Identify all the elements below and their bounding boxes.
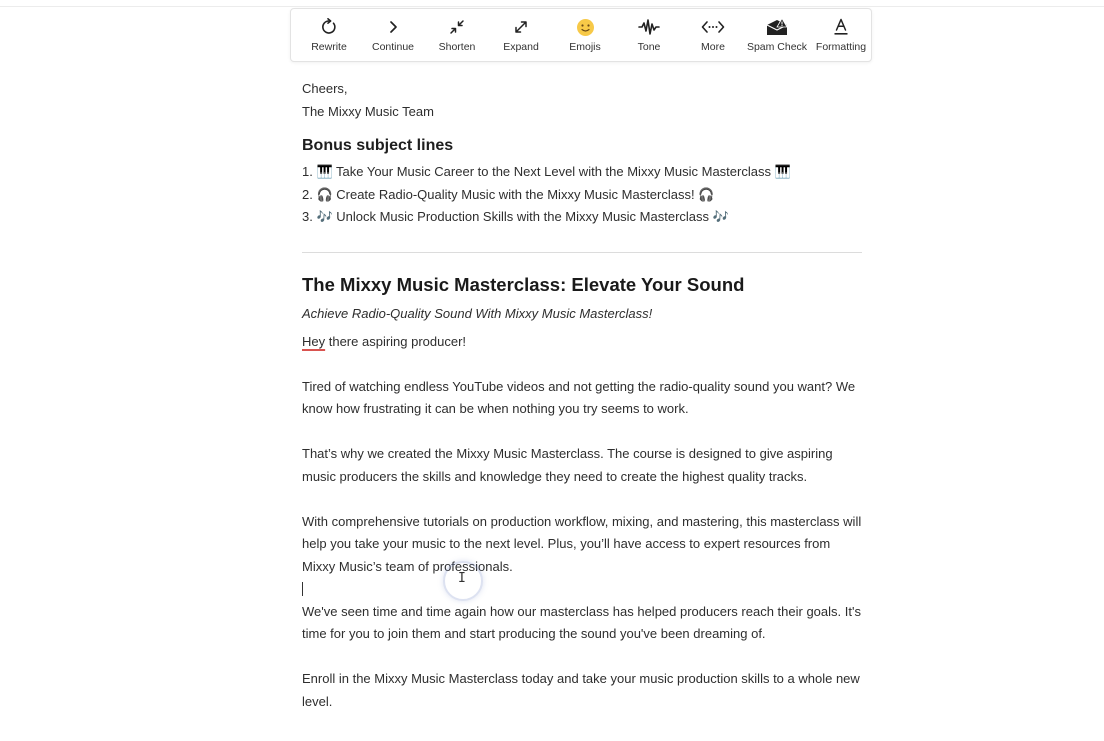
tone-label: Tone: [637, 41, 661, 53]
email-title: The Mixxy Music Masterclass: Elevate Your Sound: [302, 273, 745, 295]
greeting-line: [302, 331, 862, 354]
emojis-label: Emojis: [569, 41, 601, 53]
body-paragraph-1: Tired of watching endless YouTube videos and not getting the radio-quality sound you want? We know how frustrating it can be when nothing you try seems to work.: [302, 378, 856, 416]
signature-text: The Mixxy Music Team: [302, 103, 434, 119]
continue-button[interactable]: [361, 9, 425, 61]
body-paragraph-5: Enroll in the Mixxy Music Masterclass today and take your music production skills to a whole new level.: [302, 671, 860, 709]
signoff-text: Cheers,: [302, 81, 348, 96]
bonus-subject-heading: Bonus subject lines: [302, 137, 454, 154]
smiley-icon: [576, 17, 595, 37]
text-format-icon: [832, 17, 850, 37]
rewrite-icon: [320, 17, 338, 37]
ibeam-cursor-icon: I: [458, 571, 466, 586]
expand-label: Expand: [503, 41, 539, 53]
shrink-icon: [448, 17, 466, 37]
bonus-subject-line: 2. 🎧 Create Radio-Quality Music with the Mixxy Music Masterclass! 🎧: [302, 186, 715, 202]
emojis-button[interactable]: [553, 9, 617, 61]
email-editor[interactable]: [302, 78, 862, 713]
spam-check-button[interactable]: [745, 9, 809, 61]
shorten-label: Shorten: [438, 41, 476, 53]
more-button[interactable]: [681, 9, 745, 61]
ai-toolbar: [290, 8, 872, 62]
bonus-subject-line: 3. 🎶 Unlock Music Production Skills with the Mixxy Music Masterclass 🎶: [302, 209, 729, 224]
shorten-button[interactable]: [425, 9, 489, 61]
formatting-label: Formatting: [815, 41, 867, 53]
body-paragraph-3: With comprehensive tutorials on production workflow, mixing, and mastering, this masterclass will help you take your music to the next level. Plus, you’ll have access to expert resources from Mixxy Music’s team of professionals.: [302, 513, 862, 574]
rewrite-label: Rewrite: [311, 41, 347, 53]
caret-line[interactable]: [302, 578, 862, 601]
expand-icon: [512, 17, 530, 37]
expand-button[interactable]: [489, 9, 553, 61]
code-dots-icon: [701, 17, 725, 37]
spam-check-icon: [766, 17, 788, 37]
spellcheck-word[interactable]: Hey: [302, 333, 326, 349]
body-paragraph-2: That’s why we created the Mixxy Music Masterclass. The course is designed to give aspiring music producers the skills and knowledge they need to create the highest quality tracks.: [302, 446, 833, 484]
bonus-subject-line: 1. 🎹 Take Your Music Career to the Next Level with the Mixxy Music Masterclass 🎹: [302, 164, 791, 179]
waveform-icon: [638, 17, 660, 37]
formatting-button[interactable]: [809, 9, 873, 61]
spam-check-label: Spam Check: [746, 41, 808, 53]
email-subtitle: Achieve Radio-Quality Sound With Mixxy Music Masterclass!: [302, 305, 653, 321]
chevron-right-icon: [385, 17, 401, 37]
continue-label: Continue: [371, 41, 415, 53]
top-divider: [0, 6, 1104, 7]
more-label: More: [701, 41, 725, 53]
greeting-rest: there aspiring producer!: [325, 333, 467, 349]
tone-button[interactable]: [617, 9, 681, 61]
body-paragraph-4: We've seen time and time again how our masterclass has helped producers reach their goals. It's time for you to join them and start producing the sound you've been dreaming of.: [302, 603, 861, 641]
bonus-subject-list: [302, 161, 862, 229]
text-caret: [302, 582, 303, 596]
section-divider: [302, 252, 862, 253]
rewrite-button[interactable]: [297, 9, 361, 61]
